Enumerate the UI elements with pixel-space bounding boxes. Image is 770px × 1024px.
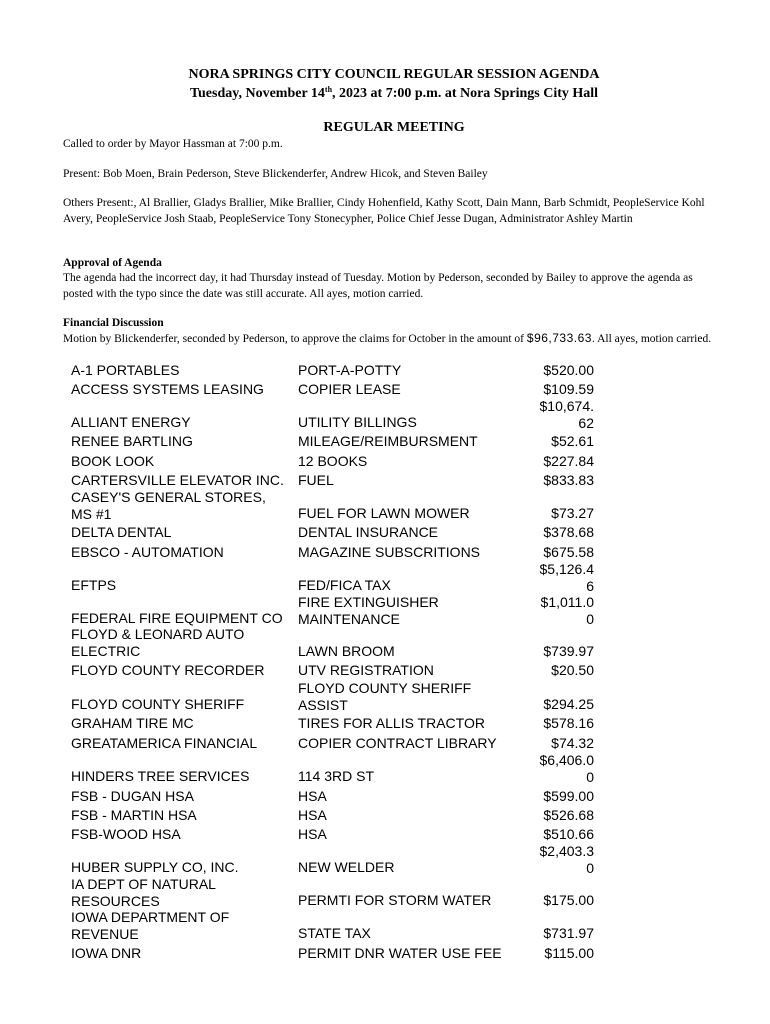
claim-amount: $175.00 (543, 892, 594, 908)
claim-vendor: FSB-WOOD HSA (71, 826, 181, 842)
claim-amount: $5,126.4 6 (539, 561, 594, 594)
meeting-date-pre: Tuesday, November 14 (189, 86, 325, 101)
claim-amount: $526.68 (543, 807, 594, 823)
claim-description: HSA (298, 807, 327, 823)
claim-vendor: A-1 PORTABLES (71, 362, 180, 378)
claim-amount: $510.66 (543, 826, 594, 842)
claim-vendor: FLOYD COUNTY SHERIFF (71, 696, 245, 712)
present-list: Present: Bob Moen, Brain Pederson, Steve Blickenderfer, Andrew Hicok, and Steven Bailey (63, 168, 488, 180)
meeting-date-post: , 2023 at 7:00 p.m. at Nora Springs City Hall (332, 86, 599, 101)
claim-amount: $227.84 (543, 453, 594, 469)
claim-description: PORT-A-POTTY (298, 362, 402, 378)
claim-description: COPIER LEASE (298, 381, 401, 397)
claim-vendor: IA DEPT OF NATURAL RESOURCES (71, 876, 216, 909)
claim-amount: $294.25 (543, 696, 594, 712)
claim-amount: $520.00 (543, 362, 594, 378)
claim-description: 12 BOOKS (298, 453, 368, 469)
claim-description: HSA (298, 826, 327, 842)
claim-amount: $10,674. 62 (539, 398, 594, 431)
claim-vendor: GREATAMERICA FINANCIAL (71, 735, 258, 751)
claim-vendor: ACCESS SYSTEMS LEASING (71, 381, 264, 397)
claim-amount: $2,403.3 0 (539, 843, 594, 876)
claim-amount: $378.68 (543, 524, 594, 540)
section-heading: REGULAR MEETING (323, 120, 465, 135)
others-present-list: Others Present:, Al Brallier, Gladys Brallier, Mike Brallier, Cindy Hohenfield, Kathy Scott, Dain Mann, Barb Schmidt, PeopleService Kohl Avery, PeopleService Josh Staab, PeopleService Tony Stonecypher, Police Chief Jesse Dugan, Administrator Ashley Martin (63, 197, 705, 225)
claim-description: HSA (298, 788, 327, 804)
claim-description: STATE TAX (298, 925, 371, 941)
claim-vendor: HUBER SUPPLY CO, INC. (71, 859, 239, 875)
claim-description: FLOYD COUNTY SHERIFF ASSIST (298, 680, 472, 713)
claim-vendor: EBSCO - AUTOMATION (71, 544, 224, 560)
claim-description: FED/FICA TAX (298, 577, 391, 593)
claim-amount: $833.83 (543, 472, 594, 488)
claim-description: 114 3RD ST (298, 768, 374, 784)
claim-description: FUEL (298, 472, 334, 488)
claim-amount: $675.58 (543, 544, 594, 560)
claim-vendor: BOOK LOOK (71, 453, 155, 469)
claim-amount: $1,011.0 0 (540, 594, 594, 627)
financial-heading: Financial Discussion (63, 317, 164, 329)
claim-amount: $115.00 (544, 945, 594, 961)
claim-description: MILEAGE/REIMBURSMENT (298, 433, 478, 449)
claim-vendor: DELTA DENTAL (71, 524, 172, 540)
approval-heading: Approval of Agenda (63, 257, 162, 269)
claim-amount: $109.59 (543, 381, 594, 397)
claim-amount: $739.97 (543, 643, 594, 659)
claim-description: PERMTI FOR STORM WATER (298, 892, 492, 908)
claim-description: MAGAZINE SUBSCRITIONS (298, 544, 481, 560)
claim-vendor: FEDERAL FIRE EQUIPMENT CO (71, 610, 283, 626)
claim-vendor: RENEE BARTLING (71, 433, 193, 449)
claim-description: PERMIT DNR WATER USE FEE (298, 945, 502, 961)
claim-vendor: EFTPS (71, 577, 117, 593)
claim-vendor: IOWA DEPARTMENT OF REVENUE (71, 909, 230, 942)
claim-description: FUEL FOR LAWN MOWER (298, 505, 470, 521)
claim-vendor: ALLIANT ENERGY (71, 414, 191, 430)
claim-amount: $20.50 (551, 662, 594, 678)
claim-amount: $731.97 (543, 925, 594, 941)
claim-description: UTV REGISTRATION (298, 662, 434, 678)
claim-vendor: FLOYD & LEONARD AUTO ELECTRIC (71, 626, 245, 659)
claim-vendor: FSB - DUGAN HSA (71, 788, 194, 804)
claim-amount: $74.32 (551, 735, 594, 751)
claim-amount: $52.61 (551, 433, 594, 449)
claim-description: FIRE EXTINGUISHER MAINTENANCE (298, 594, 439, 627)
claim-description: NEW WELDER (298, 859, 395, 875)
claim-vendor: IOWA DNR (71, 945, 142, 961)
claim-vendor: CARTERSVILLE ELEVATOR INC. (71, 472, 284, 488)
claim-amount: $6,406.0 0 (539, 752, 594, 785)
called-to-order: Called to order by Mayor Hassman at 7:00 p.m. (63, 138, 283, 150)
claim-amount: $578.16 (543, 715, 594, 731)
claim-description: UTILITY BILLINGS (298, 414, 417, 430)
claim-vendor: GRAHAM TIRE MC (71, 715, 194, 731)
claim-description: TIRES FOR ALLIS TRACTOR (298, 715, 485, 731)
claim-amount: $599.00 (543, 788, 594, 804)
financial-text-pre: Motion by Blickenderfer, seconded by Pederson, to approve the claims for October in the amount of (63, 333, 527, 345)
claim-vendor: CASEY'S GENERAL STORES, MS #1 (71, 489, 266, 522)
claim-vendor: FSB - MARTIN HSA (71, 807, 197, 823)
page-title: NORA SPRINGS CITY COUNCIL REGULAR SESSION AGENDA (188, 67, 600, 82)
claim-vendor: HINDERS TREE SERVICES (71, 768, 250, 784)
claim-vendor: FLOYD COUNTY RECORDER (71, 662, 265, 678)
approval-text: The agenda had the incorrect day, it had Thursday instead of Tuesday. Motion by Pederson, seconded by Bailey to approve the agenda as posted with the typo since the date was still accurate. All ayes, motion carried. (63, 272, 693, 300)
claims-total-amount: $96,733.63 (526, 331, 592, 345)
claim-description: LAWN BROOM (298, 643, 395, 659)
claim-description: DENTAL INSURANCE (298, 524, 439, 540)
claim-amount: $73.27 (551, 505, 594, 521)
meeting-date-suffix: th (324, 85, 333, 94)
claim-description: COPIER CONTRACT LIBRARY (298, 735, 497, 751)
financial-text-post: . All ayes, motion carried. (591, 333, 712, 345)
